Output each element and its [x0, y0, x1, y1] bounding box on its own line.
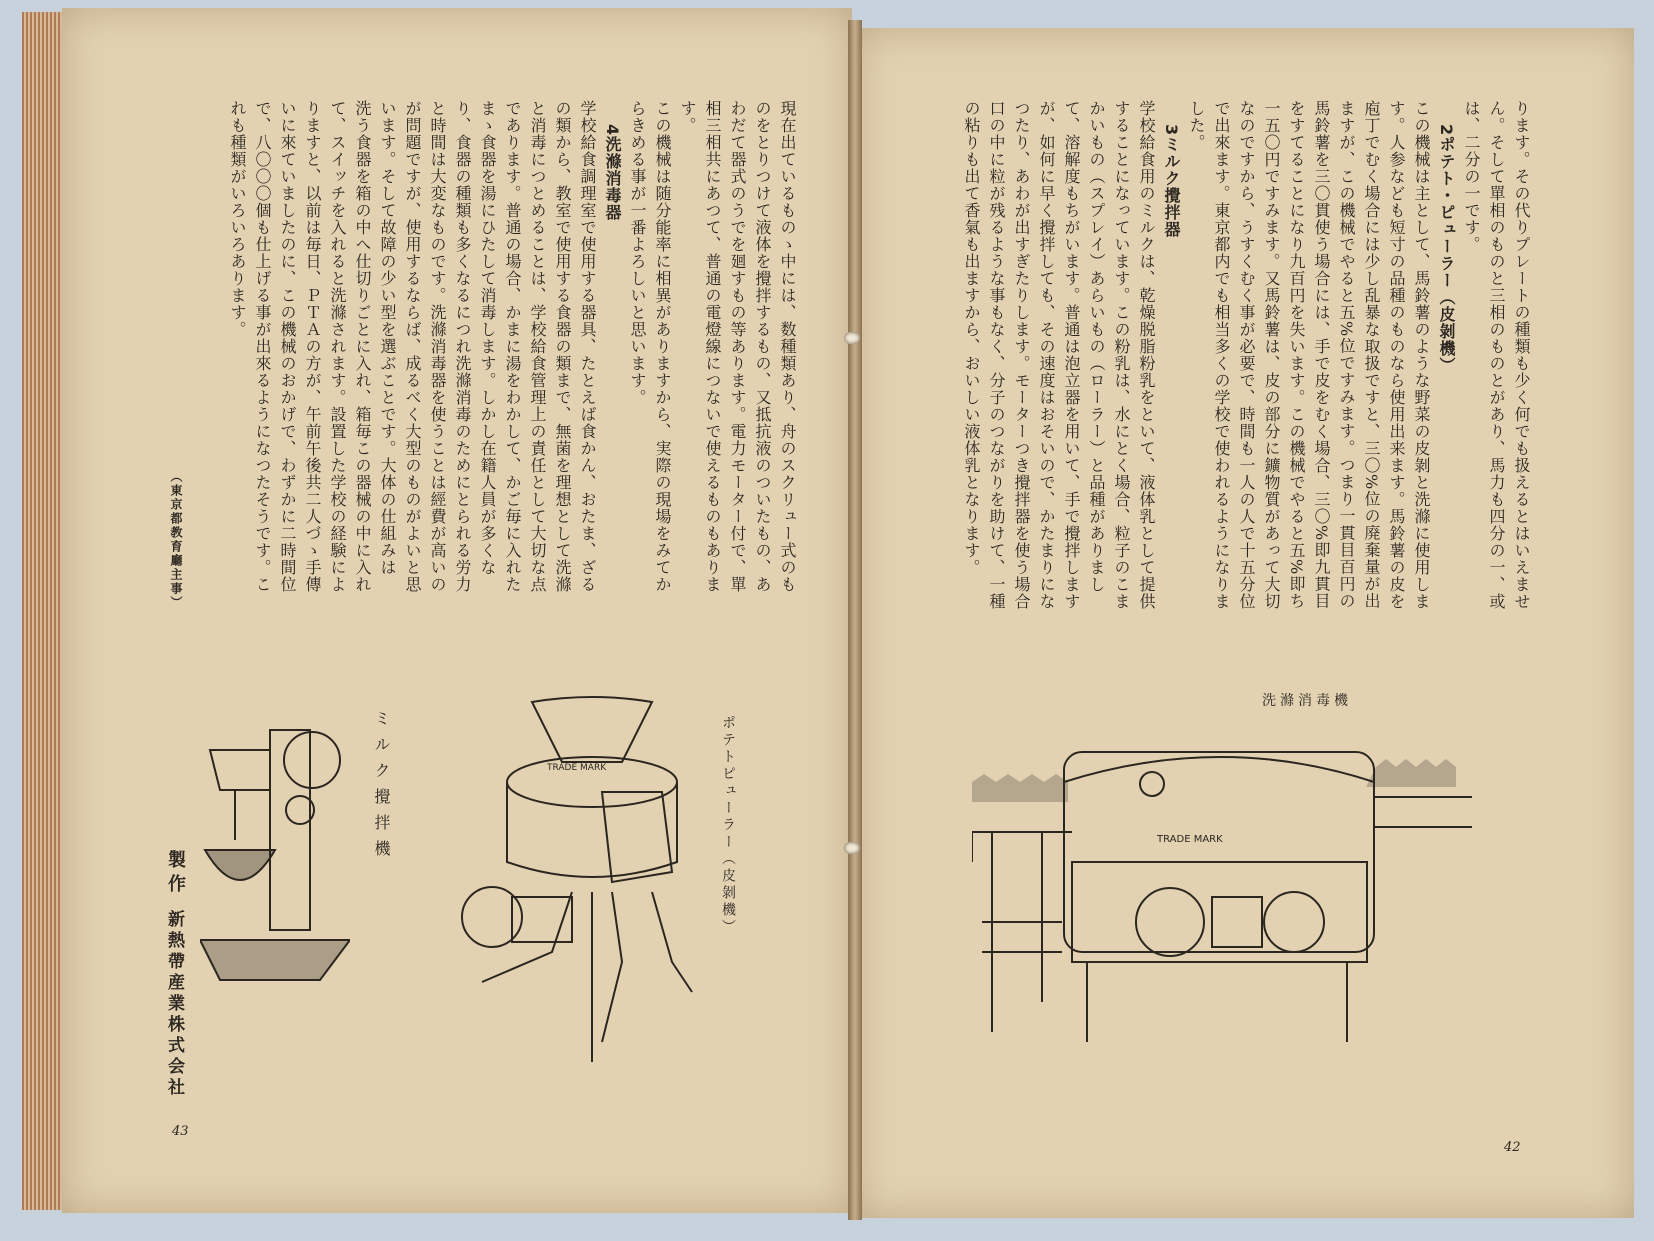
page-number-left: 43 [172, 1124, 189, 1139]
section-heading-milk-mixer: 3ミルク攪拌器 [1162, 124, 1181, 239]
left-paragraph-4: 洗う食器を箱の中へ仕切りごとに入れ、箱毎この器械の中に入れて、スイッチを入れると洗滌されます。設置した学校の経験によりますと、以前は毎日、ＰＴＡの方が、午前午後共二人づゝ手傳いに來ていましたのに、この機械のおかげで、わずかに二時間位で、八〇〇〇個も仕上げる事が出來るようになつたそうです。これも種類がいろいろあります。 [228, 100, 372, 593]
mixer-column [270, 730, 310, 930]
right-paragraph-3: 学校給食用のミルクは、乾燥脱脂粉乳をといて、液体乳として提供することになっています。この粉乳は、水にとく場合、粒子のこまかいもの（スプレイ）あらいもの（ローラー）と品種がありまして、溶解度もちがいます。普通は泡立器を用いて、手で攪拌しますが、如何に早く攪拌しても、その速度はおそいので、かたまりになつたり、あわが出すぎたりします。モーターつき攪拌器を使う場合口の中に粒が残るような事もなく、分子のつながりを助けて、一種の粘りも出て香氣も出ますから、おいしい液体乳となります。 [962, 100, 1156, 610]
maker-name: 新熱帶産業株式会社 [164, 910, 184, 1099]
author-credit: （東京都教育廳主事） [169, 470, 183, 610]
potato-peeler-caption: ポテトピューラー（皮剝機） [720, 715, 736, 936]
dishwasher-trademark: TRADE MARK [1157, 834, 1223, 845]
binding-hole-top [844, 332, 860, 344]
milk-mixer-illustration [200, 710, 350, 1010]
binding-hole-bottom [844, 842, 860, 854]
peeler-trademark: TRADE MARK [547, 763, 607, 773]
motor-left [1136, 888, 1204, 956]
left-paragraph-2: この機械は随分能率に相異がありますから、実際の現場をみてからきめる事が一番よろしいと思います。 [628, 100, 672, 593]
right-page-text [914, 100, 1534, 620]
left-paragraph-1: 現在出ているものゝ中には、数種類あり、舟のスクリュー式のものをとりつけて液体を攪拌するもの、又抵抗液のついたもの、あわだて器式のうでを廻すもの等あります。電力モーター付で、單相三相共にあつて、普通の電燈線につないで使えるものもあります。 [678, 100, 797, 593]
section-heading-potato-peeler: 2ポテト・ピューラー（皮剝機） [1437, 124, 1456, 375]
peeler-hopper [532, 697, 652, 762]
left-paragraph-3: 学校給食調理室で使用する器具、たとえば食かん、おたま、ざるの類から、教室で使用する食器の類まで、無菌を理想として洗滌と消毒につとめることは、学校給食管理上の責任として大切な点であります。普通の場合、かまに湯をわかして、かご毎に入れたまゝ食器を湯にひたして消毒します。しかし在籍人員が多くなり、食器の種類も多くなるにつれ洗滌消毒のためにとられる労力と時間は大変なものです。洗滌消毒器を使うことは經費が高いのが問題ですが、使用するならば、成るべく大型のものがよいと思います。そして故障の少い型を選ぶことです。大体の仕組みは [378, 100, 597, 593]
book-gutter [848, 20, 862, 1220]
dishwasher-cabinet [1064, 752, 1374, 952]
motor-right [1264, 892, 1324, 952]
right-paragraph-1: ります。その代りプレートの種類も少く何でも扱えるとはいえません。そして單相のものと三相のものとがあり、馬力も四分の一、或は、二分の一です。 [1462, 100, 1531, 610]
right-paragraph-2: この機械は主として、馬鈴薯のような野菜の皮剝と洗滌に使用します。人参なども短寸の品種のものなら使用出来ます。馬鈴薯の皮を庖丁でむく場合には少し乱暴な取扱ですと、三〇%位の廃棄量が出ますが、この機械でやると五%位ですみます。つまり一貫目百円の馬鈴薯を三〇貫使う場合には、手で皮をむく場合、三〇%即九貫目をすてることになり九百円を失います。この機械でやると五%即ち一五〇円ですみます。又馬鈴薯は、皮の部分に鑛物質があって大切なのですから、うすくむく事が必要で、時間も一人の人で十五分位で出來ます。東京都内でも相当多くの学校で使われるようになりました。 [1187, 100, 1431, 610]
mixer-head [210, 750, 270, 790]
mixer-motor [284, 732, 340, 788]
potato-peeler-illustration [452, 692, 712, 1072]
maker-label: 製作 [165, 850, 186, 898]
dishwasher-caption: 洗滌消毒機 [1262, 693, 1352, 709]
dishwasher-illustration [972, 712, 1472, 1062]
milk-mixer-caption: ミルク攪拌機 [372, 710, 391, 866]
section-heading-dishwasher: 4洗滌消毒器 [603, 124, 622, 222]
page-number-right: 42 [1504, 1140, 1521, 1155]
left-page-text [200, 100, 800, 600]
